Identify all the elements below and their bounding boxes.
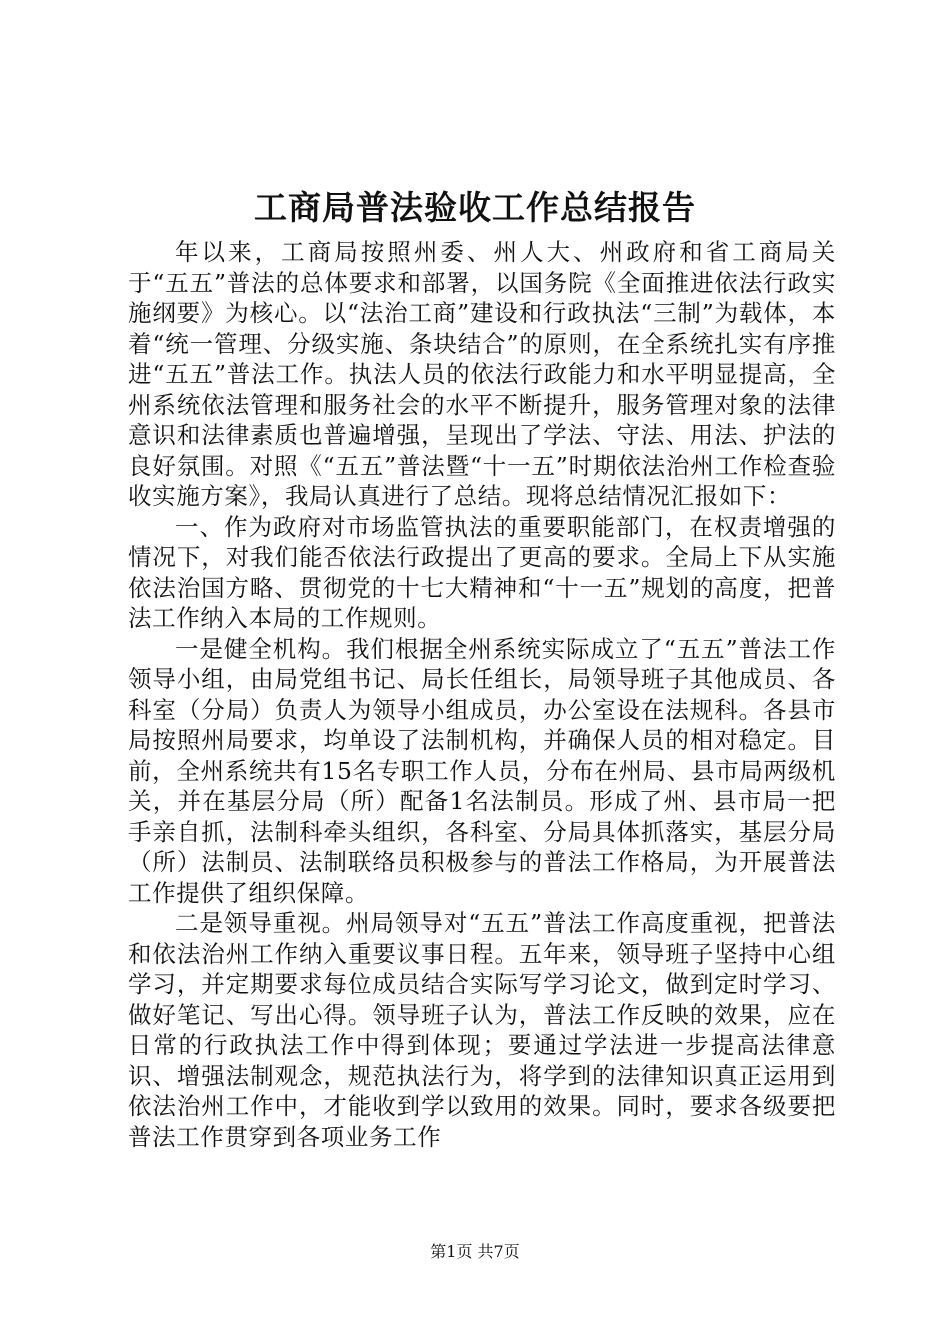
paragraph-leadership: 二是领导重视。州局领导对“五五”普法工作高度重视，把普法和依法治州工作纳入重要议事日程。五年来，领导班子坚持中心组学习，并定期要求每位成员结合实际写学习论文，做到定时学习、做好笔记、写出心得。领导班子认为，普法工作反映的效果，应在日常的行政执法工作中得到体现；要通过学法进一步提高法律意识、增强法制观念，规范执法行为，将学到的法律知识真正运用到依法治州工作中，才能收到学以致用的效果。同时，要求各级要把普法工作贯穿到各项业务工作 — [128, 909, 836, 1151]
document-title: 工商局普法验收工作总结报告 — [254, 188, 696, 227]
page-footer: 第1页 共7页 — [430, 1242, 520, 1261]
document-body — [128, 237, 836, 1152]
paragraph-intro: 年以来，工商局按照州委、州人大、州政府和省工商局关于“五五”普法的总体要求和部署，以国务院《全面推进依法行政实施纲要》为核心。以“法治工商”建设和行政执法“三制”为载体，本着“统一管理、分级实施、条块结合”的原则，在全系统扎实有序推进“五五”普法工作。执法人员的依法行政能力和水平明显提高，全州系统依法管理和服务社会的水平不断提升，服务管理对象的法律意识和法律素质也普遍增强，呈现出了学法、守法、用法、护法的良好氛围。对照《“五五”普法暨“十一五”时期依法治州工作检查验收实施方案》，我局认真进行了总结。现将总结情况汇报如下： — [128, 238, 836, 510]
paragraph-section-one: 一、作为政府对市场监管执法的重要职能部门，在权责增强的情况下，对我们能否依法行政提出了更高的要求。全局上下从实施依法治国方略、贯彻党的十七大精神和“十一五”规划的高度，把普法工作纳入本局的工作规则。 — [128, 512, 836, 632]
paragraph-organization: 一是健全机构。我们根据全州系统实际成立了“五五”普法工作领导小组，由局党组书记、局长任组长，局领导班子其他成员、各科室（分局）负责人为领导小组成员，办公室设在法规科。各县市局按照州局要求，均单设了法制机构，并确保人员的相对稳定。目前，全州系统共有15名专职工作人员，分布在州局、县市局两级机关，并在基层分局（所）配备1名法制员。形成了州、县市局一把手亲自抓，法制科牵头组织，各科室、分局具体抓落实，基层分局（所）法制员、法制联络员积极参与的普法工作格局，为开展普法工作提供了组织保障。 — [128, 634, 836, 907]
